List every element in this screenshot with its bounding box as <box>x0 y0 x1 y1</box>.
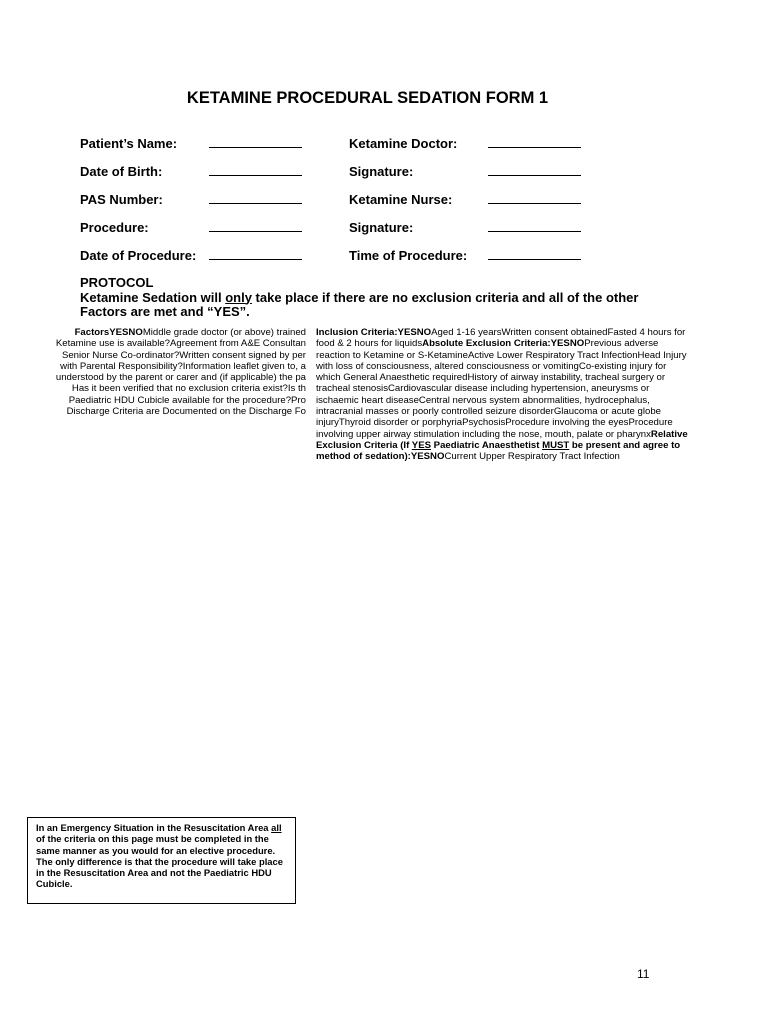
ketamine-doctor-label: Ketamine Doctor: <box>349 136 458 151</box>
date-of-procedure-field[interactable] <box>209 259 302 260</box>
protocol-heading: PROTOCOL <box>80 275 154 290</box>
relative-exclusion-item: Current Upper Respiratory Tract Infection <box>444 451 620 463</box>
patient-name-field[interactable] <box>209 147 302 148</box>
emergency-note-text: of the criteria on this page must be completed in the same manner as you would for an elective procedure. The only difference is that the procedure will take place in the Resuscitation Area and not the Paediatric HDU Cubicle. <box>36 833 283 890</box>
emergency-all-emphasis: all <box>271 822 282 833</box>
factors-header: FactorsYESNO <box>74 327 143 338</box>
nurse-signature-label: Signature: <box>349 220 414 235</box>
relative-must-emphasis: MUST <box>542 439 570 451</box>
time-of-procedure-label: Time of Procedure: <box>349 248 468 263</box>
protocol-text: Ketamine Sedation will <box>80 289 226 305</box>
factors-row: with Parental Responsibility?Information leaflet given to, a <box>60 360 306 372</box>
factors-row: Discharge Criteria are Documented on the Discharge Fo <box>66 406 306 418</box>
factors-row: understood by the parent or carer and (if applicable) the pa <box>55 372 306 384</box>
protocol-section <box>80 276 660 320</box>
absolute-exclusion-header: Absolute Exclusion Criteria:YESNO <box>422 338 585 350</box>
doctor-signature-label: Signature: <box>349 164 414 179</box>
doctor-signature-field[interactable] <box>488 175 581 176</box>
relative-exclusion-text: be present and agree to method of sedation):YESNO <box>316 439 681 463</box>
factors-row: Paediatric HDU Cubicle available for the procedure?Pro <box>68 394 306 406</box>
factors-row: Senior Nurse Co-ordinator?Written consent signed by per <box>61 349 306 361</box>
pas-number-label: PAS Number: <box>80 192 163 207</box>
nurse-signature-field[interactable] <box>488 231 581 232</box>
ketamine-doctor-field[interactable] <box>488 147 581 148</box>
date-of-birth-field[interactable] <box>209 175 302 176</box>
relative-exclusion-text: Relative Exclusion Criteria (If <box>316 428 688 451</box>
factors-table <box>34 327 306 419</box>
protocol-statement <box>80 291 660 306</box>
procedure-label: Procedure: <box>80 220 149 235</box>
date-of-birth-label: Date of Birth: <box>80 164 163 179</box>
factors-row: Ketamine use is available?Agreement from A&E Consultan <box>55 338 306 350</box>
page-number: 11 <box>637 967 650 981</box>
absolute-exclusion-text: Previous adverse reaction to Ketamine or S-KetamineActive Lower Respiratory Tract InfectionHead Injury with loss of consciousness, altered consciousness or vomitingCo-existing injury for which General Anaesthetic requiredHistory of airway instability, tracheal surgery or tracheal stenosisCardiovascular disease including hypertension, aneurysms or ischaemic heart diseaseCentral nervous system abnormalities, hydrocephalus, intracranial masses or poorly controlled seizure disorderGlaucoma or acute globe injuryThyroid disorder or porphyriaPsychosisProcedure involving the eyesProcedure involving upper airway stimulation including the nose, mouth, palate or pharynx <box>316 338 687 440</box>
emergency-note-text: In an Emergency Situation in the Resuscitation Area <box>36 822 272 833</box>
relative-exclusion-text: Paediatric Anaesthetist <box>431 439 543 451</box>
protocol-only-emphasis: only <box>225 289 252 305</box>
pas-number-field[interactable] <box>209 203 302 204</box>
factors-row <box>34 327 306 338</box>
emergency-note-box <box>27 817 296 904</box>
procedure-field[interactable] <box>209 231 302 232</box>
patient-name-label: Patient’s Name: <box>80 136 178 151</box>
relative-yes-emphasis: YES <box>411 439 431 451</box>
inclusion-criteria-header: Inclusion Criteria:YESNO <box>316 327 432 338</box>
ketamine-nurse-field[interactable] <box>488 203 581 204</box>
ketamine-nurse-label: Ketamine Nurse: <box>349 192 453 207</box>
factors-row: Has it been verified that no exclusion criteria exist?Is th <box>71 383 306 395</box>
date-of-procedure-label: Date of Procedure: <box>80 248 197 263</box>
inclusion-criteria-text: Aged 1-16 yearsWritten consent obtainedFasted 4 hours for food & 2 hours for liquids <box>316 327 686 350</box>
criteria-table <box>316 327 688 463</box>
time-of-procedure-field[interactable] <box>488 259 581 260</box>
protocol-text: take place if there are no exclusion criteria and all of the other <box>251 289 639 305</box>
form-title: KETAMINE PROCEDURAL SEDATION FORM 1 <box>186 89 549 107</box>
protocol-statement-line-2: Factors are met and “YES”. <box>80 304 250 319</box>
factors-text: Middle grade doctor (or above) trained <box>142 327 306 338</box>
